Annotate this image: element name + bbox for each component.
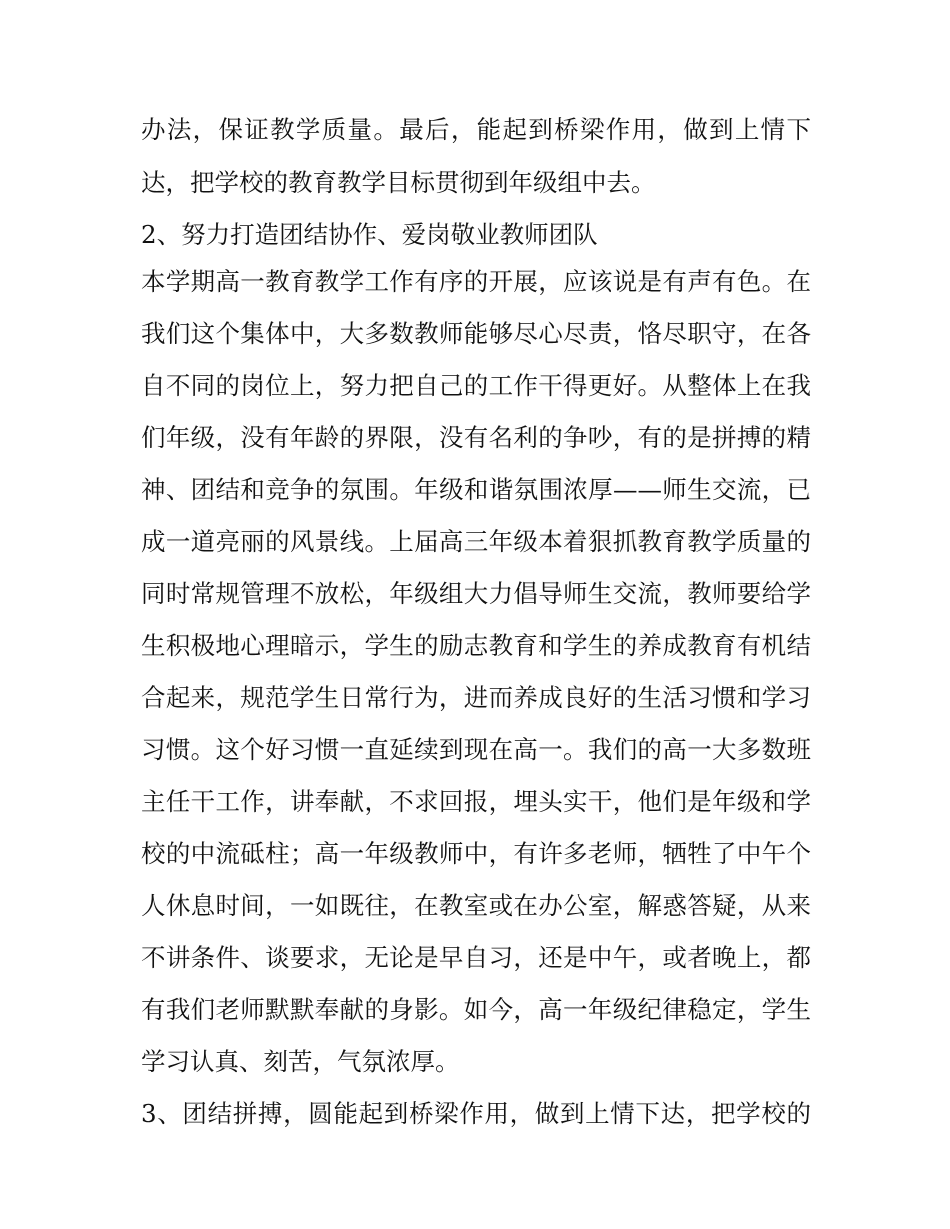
text-line: 自不同的岗位上，努力把自己的工作干得更好。从整体上在我 xyxy=(141,371,811,400)
text-line: 生积极地心理暗示，学生的励志教育和学生的养成教育有机结 xyxy=(141,631,811,660)
text-line: 我们这个集体中，大多数教师能够尽心尽责，恪尽职守，在各 xyxy=(141,319,811,348)
text-line: 人休息时间，一如既往，在教室或在办公室，解惑答疑，从来 xyxy=(141,891,811,920)
text-line: 本学期高一教育教学工作有序的开展，应该说是有声有色。在 xyxy=(141,267,811,296)
text-line: 学习认真、刻苦，气氛浓厚。 xyxy=(141,1047,460,1076)
text-line: 达，把学校的教育教学目标贯彻到年级组中去。 xyxy=(141,168,656,197)
text-line: 办法，保证教学质量。最后，能起到桥梁作用，做到上情下 xyxy=(141,115,811,144)
text-line: 神、团结和竞争的氛围。年级和谐氛围浓厚——师生交流，已 xyxy=(141,475,811,504)
text-line: 成一道亮丽的风景线。上届高三年级本着狠抓教育教学质量的 xyxy=(141,527,811,556)
section-heading-3: 3、团结拼搏，圆能起到桥梁作用，做到上情下达，把学校的 xyxy=(141,1099,811,1128)
text-line: 不讲条件、谈要求，无论是早自习，还是中午，或者晚上，都 xyxy=(141,943,811,972)
section-heading-2: 2、努力打造团结协作、爱岗敬业教师团队 xyxy=(141,220,598,249)
text-line: 习惯。这个好习惯一直延续到现在高一。我们的高一大多数班 xyxy=(141,735,811,764)
text-line: 有我们老师默默奉献的身影。如今，高一年级纪律稳定，学生 xyxy=(141,995,811,1024)
text-line: 们年级，没有年龄的界限，没有名利的争吵，有的是拼搏的精 xyxy=(141,423,811,452)
text-line: 校的中流砥柱；高一年级教师中，有许多老师，牺牲了中午个 xyxy=(141,839,811,868)
text-line: 同时常规管理不放松，年级组大力倡导师生交流，教师要给学 xyxy=(141,579,811,608)
text-line: 主任干工作，讲奉献，不求回报，埋头实干，他们是年级和学 xyxy=(141,787,811,816)
text-line: 合起来，规范学生日常行为，进而养成良好的生活习惯和学习 xyxy=(141,683,811,712)
